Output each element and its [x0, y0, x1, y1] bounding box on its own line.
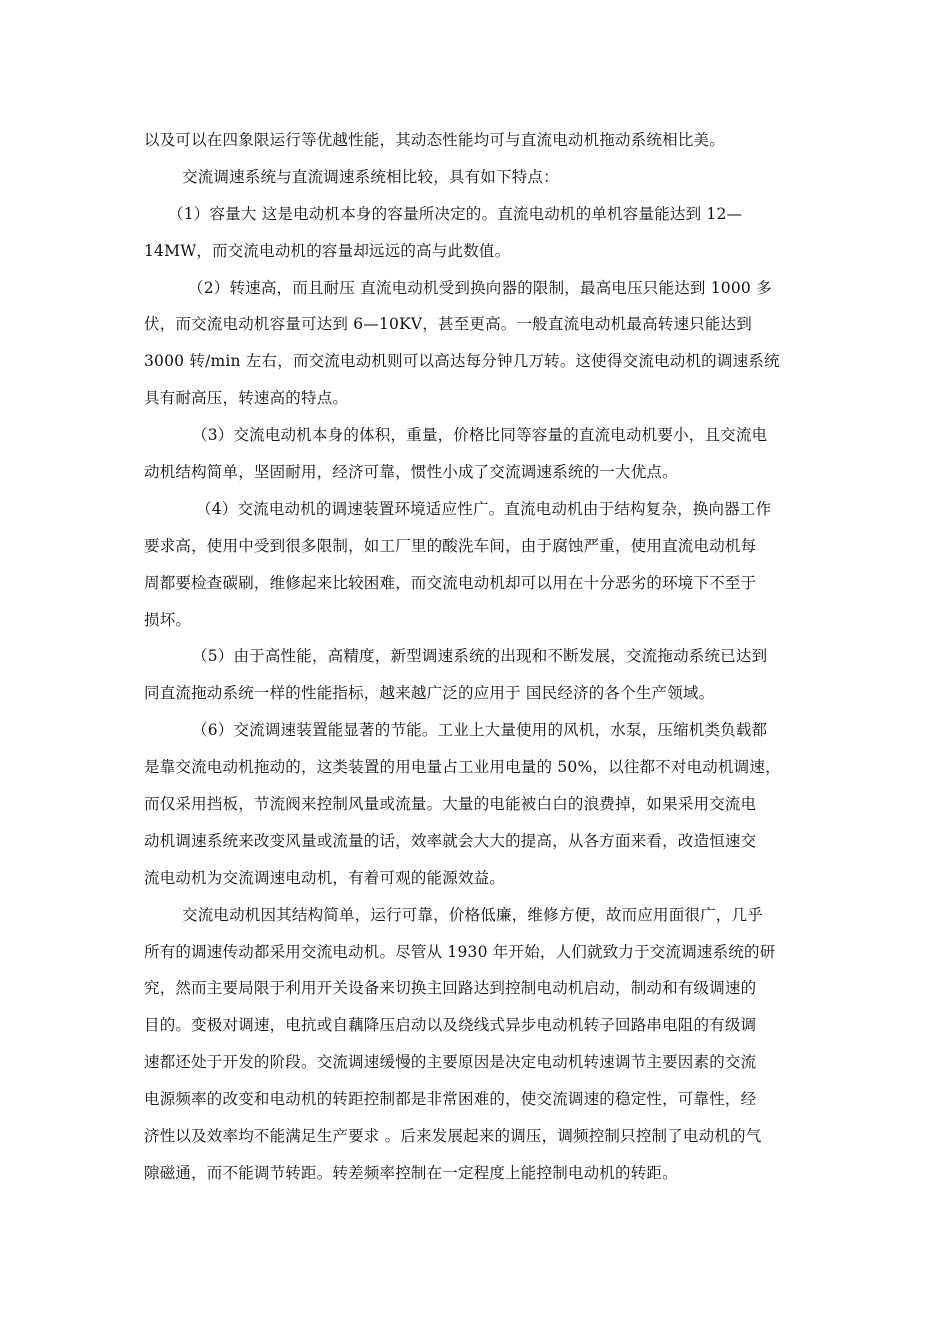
text-line: 所有的调速传动都采用交流电动机。尽管从 1930 年开始，人们就致力于交流调速系统的研: [144, 942, 776, 961]
text-line: 隙磁通，而不能调节转距。转差频率控制在一定程度上能控制电动机的转距。: [144, 1163, 678, 1182]
text-line: 周都要检查碳刷，维修起来比较困难，而交流电动机却可以用在十分恶劣的环境下不至于: [144, 573, 757, 592]
text-line: 而仅采用挡板，节流阀来控制风量或流量。大量的电能被白白的浪费掉，如果采用交流电: [144, 795, 757, 814]
text-line: （5）由于高性能，高精度，新型调速系统的出现和不断发展，交流拖动系统已达到: [192, 647, 768, 666]
text-line: （2）转速高，而且耐压 直流电动机受到换向器的限制，最高电压只能达到 1000 多: [188, 278, 772, 297]
text-line: 究，然而主要局限于利用开关设备来切换主回路达到控制电动机启动，制动和有级调速的: [144, 979, 757, 998]
text-line: 具有耐高压，转速高的特点。: [144, 389, 349, 408]
text-line: （4）交流电动机的调速装置环境适应性广。直流电动机由于结构复杂，换向器工作: [196, 499, 772, 518]
text-line: 速都还处于开发的阶段。交流调速缓慢的主要原因是决定电动机转速调节主要因素的交流: [144, 1053, 757, 1072]
text-line: 损坏。: [144, 610, 192, 629]
text-line: 交流调速系统与直流调速系统相比较，具有如下特点：: [182, 167, 559, 186]
text-line: 3000 转/min 左右，而交流电动机则可以高达每分钟几万转。这使得交流电动机的调速系统: [144, 352, 780, 371]
text-line: 以及可以在四象限运行等优越性能，其动态性能均可与直流电动机拖动系统相比美。: [144, 131, 725, 149]
text-line: 济性以及效率均不能满足生产要求 。后来发展起来的调压，调频控制只控制了电动机的气: [144, 1127, 762, 1146]
text-line: 动机调速系统来改变风量或流量的话，效率就会大大的提高，从各方面来看，改造恒速交: [144, 831, 757, 850]
text-line: （1）容量大 这是电动机本身的容量所决定的。直流电动机的单机容量能达到 12—: [168, 204, 743, 223]
document-body: [144, 122, 804, 1192]
text-line: 要求高，使用中受到很多限制，如工厂里的酸洗车间，由于腐蚀严重，使用直流电动机每: [144, 536, 757, 555]
text-line: 交流电动机因其结构简单，运行可靠，价格低廉，维修方便，故而应用面很广，几乎: [182, 905, 763, 924]
text-line: 目的。变极对调速，电抗或自藕降压启动以及绕线式异步电动机转子回路串电阻的有级调: [144, 1016, 757, 1035]
text-line: 动机结构简单，坚固耐用，经济可靠，惯性小成了交流调速系统的一大优点。: [144, 463, 678, 482]
text-line: 同直流拖动系统一样的性能指标，越来越广泛的应用于 国民经济的各个生产领域。: [144, 684, 715, 703]
text-line: （3）交流电动机本身的体积，重量，价格比同等容量的直流电动机要小，且交流电: [192, 426, 768, 445]
text-line: 伏，而交流电动机容量可达到 6—10KV，甚至更高。一般直流电动机最高转速只能达到: [144, 315, 752, 334]
text-line: （6）交流调速装置能显著的节能。工业上大量使用的风机，水泵，压缩机类负载都: [192, 721, 768, 740]
text-line: 流电动机为交流调速电动机，有着可观的能源效益。: [144, 868, 506, 887]
text-line: 电源频率的改变和电动机的转距控制都是非常困难的，使交流调速的稳定性，可靠性，经: [144, 1090, 757, 1109]
text-line: 是靠交流电动机拖动的，这类装置的用电量占工业用电量的 50%，以往都不对电动机调速，: [144, 758, 781, 777]
text-line: 14MW，而交流电动机的容量却远远的高与此数值。: [144, 241, 511, 260]
